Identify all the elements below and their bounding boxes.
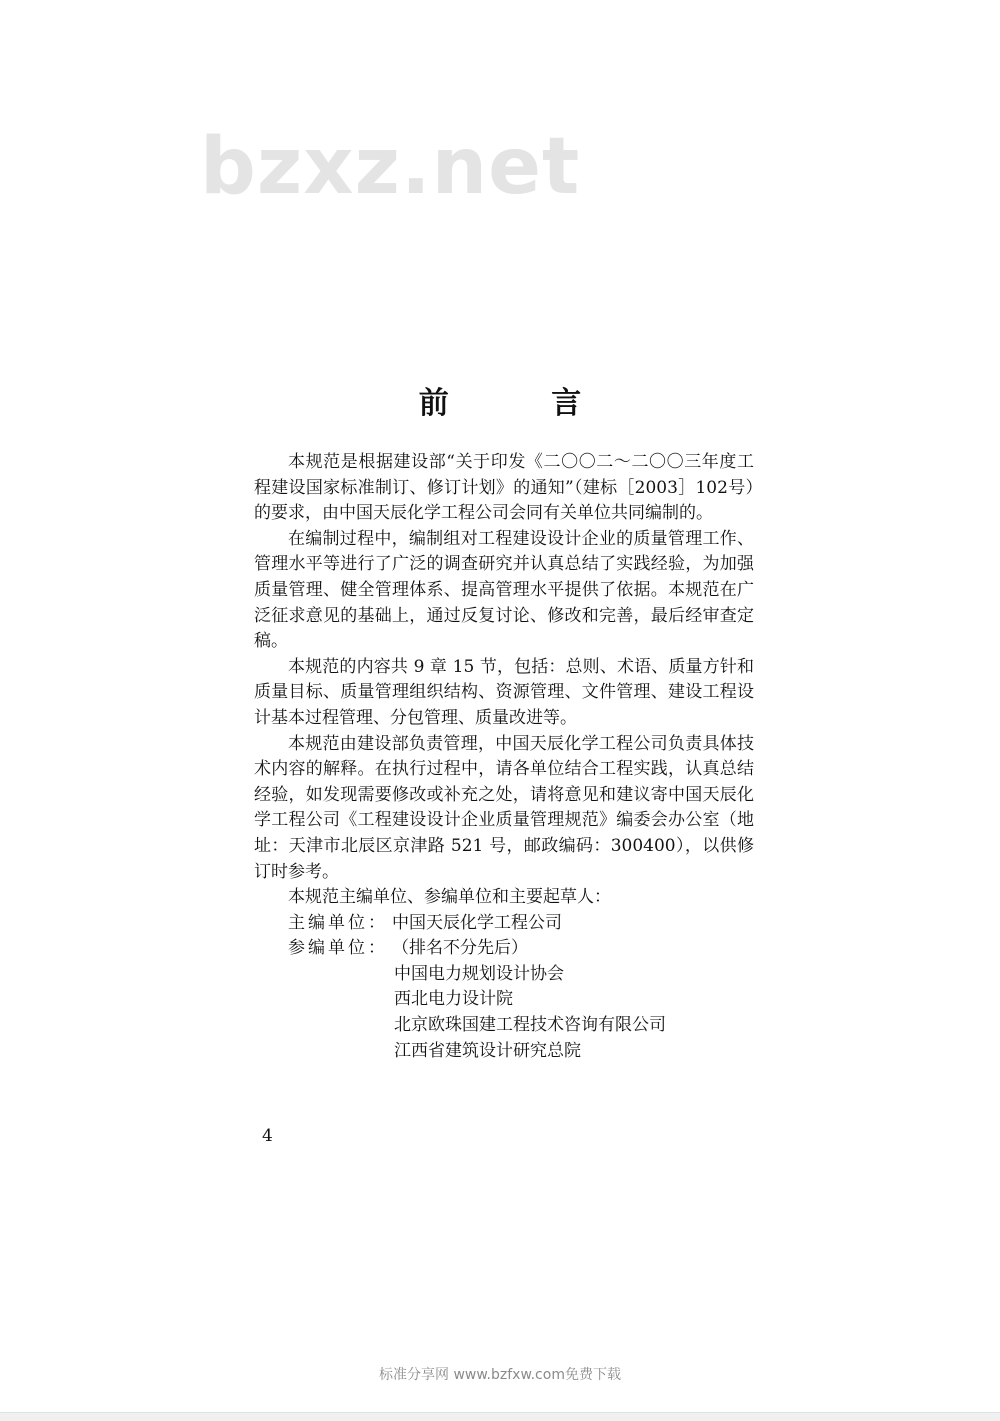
paragraph-3: 本规范的内容共 9 章 15 节，包括：总则、术语、质量方针和质量目标、质量管理组织结构、资源管理、文件管理、建设工程设计基本过程管理、分包管理、质量改进等。 xyxy=(254,656,754,728)
participant-item: 中国电力规划设计协会 xyxy=(394,963,564,984)
participant-item: 江西省建筑设计研究总院 xyxy=(394,1040,581,1061)
participant-item: 西北电力设计院 xyxy=(394,989,513,1010)
editor-label: 主编单位： xyxy=(288,912,388,933)
page-title: 前 言 xyxy=(418,386,628,421)
footer-source-link[interactable]: 标准分享网 www.bzfxw.com免费下载 xyxy=(379,1367,621,1383)
participants-note: （排名不分先后） xyxy=(392,938,528,959)
watermark: bzxz.net xyxy=(200,122,581,212)
paragraph-2: 在编制过程中，编制组对工程建设设计企业的质量管理工作、管理水平等进行了广泛的调查研究并认真总结了实践经验，为加强质量管理、健全管理体系、提高管理水平提供了依据。本规范在广泛征求意见的基础上，通过反复讨论、修改和完善，最后经审查定稿。 xyxy=(254,528,754,652)
paragraph-1: 本规范是根据建设部“关于印发《二〇〇二～二〇〇三年度工程建设国家标准制订、修订计划》的通知”（建标［2003］102号）的要求，由中国天辰化学工程公司会同有关单位共同编制的。 xyxy=(254,452,754,524)
participants-label: 参编单位： xyxy=(288,938,388,959)
participants-line xyxy=(254,936,754,962)
participant-item: 北京欧珠国建工程技术咨询有限公司 xyxy=(394,1015,666,1036)
page-number: 4 xyxy=(262,1126,273,1146)
editor-line xyxy=(254,911,754,937)
paragraph-4: 本规范由建设部负责管理，中国天辰化学工程公司负责具体技术内容的解释。在执行过程中，请各单位结合工程实践，认真总结经验，如发现需要修改或补充之处，请将意见和建议寄中国天辰化学工程公司《工程建设设计企业质量管理规范》编委会办公室（地址：天津市北辰区京津路 521 号，邮政编码：300400），以供修订时参考。 xyxy=(254,733,754,882)
document-body xyxy=(254,450,754,1064)
paragraph-5: 本规范主编单位、参编单位和主要起草人： xyxy=(288,887,611,908)
editor-value: 中国天辰化学工程公司 xyxy=(392,912,562,933)
